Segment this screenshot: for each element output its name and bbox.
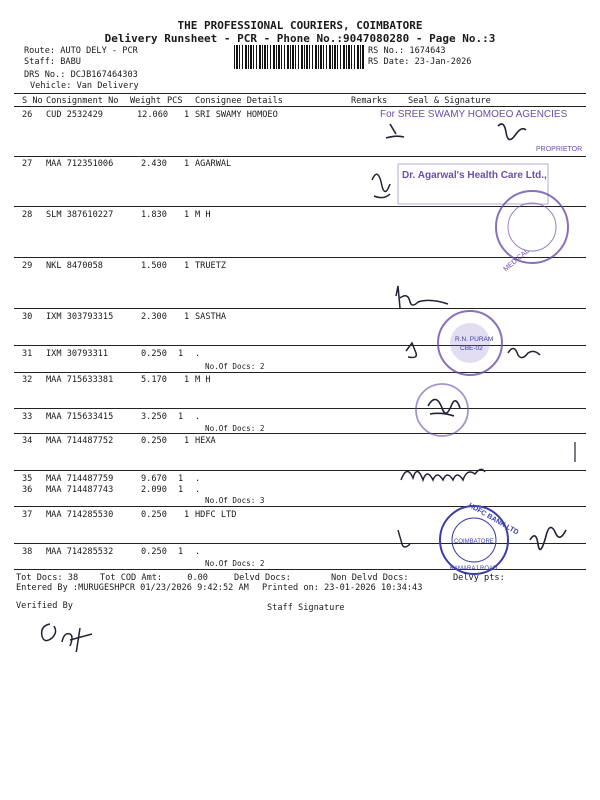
row-pcs: 1 <box>184 375 190 385</box>
row-pcs: 1 <box>184 110 190 120</box>
stamp-rn-puram <box>398 305 558 385</box>
row-consignee: . <box>195 547 201 557</box>
row-consignment: MAA 714285532 <box>46 547 114 557</box>
row-weight: 12.060 <box>137 110 169 120</box>
stamp-text: CBE-02 <box>460 345 483 352</box>
row-weight: 0.250 <box>141 510 167 520</box>
pen-signature <box>401 469 485 480</box>
pen-signature <box>42 624 92 652</box>
stamp-text: KAMARAJ ROAD <box>450 566 498 572</box>
verified-by-label: Verified By <box>16 601 73 611</box>
stamp-sree-swamy <box>378 104 588 162</box>
pen-signature <box>530 527 566 549</box>
col-remarks: Remarks <box>351 96 388 106</box>
row-consignment: MAA 714487752 <box>46 436 114 446</box>
entered-by: Entered By :MURUGESHPCR 01/23/2026 9:42:52 AM <box>16 583 249 593</box>
pen-signature <box>398 530 410 547</box>
row-consignee: TRUETZ <box>195 261 227 271</box>
drs-number: DRS No.: DCJB167464303 <box>24 70 138 80</box>
row-sno: 38 <box>22 547 33 557</box>
row-sno: 28 <box>22 210 33 220</box>
row-weight: 0.250 <box>141 547 167 557</box>
row-sno: 26 <box>22 110 33 120</box>
signature-hexa <box>395 440 585 500</box>
row-weight: 2.300 <box>141 312 167 322</box>
row-pcs: 1 <box>178 547 184 557</box>
row-consignee: AGARWAL <box>195 159 232 169</box>
row-consignee: SASTHA <box>195 312 227 322</box>
row-consignment: NKL 8470058 <box>46 261 103 271</box>
pen-signature <box>508 348 540 357</box>
row-weight: 2.090 <box>141 485 167 495</box>
col-weight: Weight <box>130 96 162 106</box>
row-pcs: 1 <box>178 349 184 359</box>
col-pcs: PCS <box>167 96 183 106</box>
row-pcs: 1 <box>184 261 190 271</box>
stamp-text: PROPRIETOR <box>536 146 583 153</box>
row-pcs: 1 <box>184 159 190 169</box>
runsheet-subtitle: Delivery Runsheet - PCR - Phone No.:9047080280 - Page No.:3 <box>104 32 496 45</box>
row-sno: 31 <box>22 349 33 359</box>
row-consignee: . <box>195 349 201 359</box>
row-weight: 0.250 <box>141 436 167 446</box>
row-weight: 1.500 <box>141 261 167 271</box>
pen-signature <box>498 124 526 140</box>
pen-signature <box>372 174 390 197</box>
row-pcs: 1 <box>178 474 184 484</box>
row-consignment: MAA 714487743 <box>46 485 114 495</box>
row-docs: No.Of Docs: 2 <box>205 424 265 433</box>
stamp-hdfc <box>390 500 590 582</box>
row-sno: 35 <box>22 474 33 484</box>
row-sno: 32 <box>22 375 33 385</box>
row-weight: 2.430 <box>141 159 167 169</box>
row-consignee: . <box>195 412 201 422</box>
tot-cod <box>100 573 208 583</box>
barcode <box>234 45 364 69</box>
row-consignment: IXM 303793315 <box>46 312 114 322</box>
row-consignment: MAA 715633415 <box>46 412 114 422</box>
stamp-text: MEDICAL <box>502 247 531 274</box>
row-pcs: 1 <box>178 412 184 422</box>
tot-cod-value: 0.00 <box>187 573 208 583</box>
rs-date: RS Date: 23-Jan-2026 <box>368 57 472 67</box>
col-consignee: Consignee Details <box>195 96 283 106</box>
stamp-text: For SREE SWAMY HOMOEO AGENCIES <box>380 109 568 120</box>
row-weight: 0.250 <box>141 349 167 359</box>
tot-docs-label: Tot Docs: <box>16 573 63 583</box>
header-rule-top <box>14 93 586 94</box>
stamp-text: R.N. PURAM <box>455 336 494 343</box>
staff-signature-label: Staff Signature <box>267 603 345 613</box>
rs-number: RS No.: 1674643 <box>368 46 446 56</box>
row-consignment: MAA 715633381 <box>46 375 114 385</box>
col-consignment: Consignment No <box>46 96 119 106</box>
pen-signature <box>428 399 460 416</box>
row-docs: No.Of Docs: 2 <box>205 362 265 371</box>
stamp-ring <box>496 191 568 263</box>
company-title: THE PROFESSIONAL COURIERS, COIMBATORE <box>177 19 423 32</box>
row-consignee: HEXA <box>195 436 216 446</box>
printed-on: Printed on: 23-01-2026 10:34:43 <box>262 583 423 593</box>
totals-line <box>16 573 78 583</box>
delvy-pts-label: Delvy pts: <box>453 573 505 583</box>
tot-cod-label: Tot COD Amt: <box>100 573 163 583</box>
row-weight: 5.170 <box>141 375 167 385</box>
row-consignment: MAA 712351006 <box>46 159 114 169</box>
non-delvd-docs-label: Non Delvd Docs: <box>331 573 409 583</box>
staff-label: Staff: BABU <box>24 57 81 67</box>
stamp-text: COIMBATORE <box>454 539 494 545</box>
row-docs: No.Of Docs: 2 <box>205 559 265 568</box>
row-consignee: . <box>195 485 201 495</box>
row-pcs: 1 <box>184 436 190 446</box>
row-consignment: CUD 2532429 <box>46 110 103 120</box>
tot-docs-value: 38 <box>67 573 79 583</box>
row-pcs: 1 <box>184 312 190 322</box>
row-weight: 1.830 <box>141 210 167 220</box>
row-weight: 9.670 <box>141 474 167 484</box>
row-consignment: MAA 714487759 <box>46 474 114 484</box>
pen-signature <box>406 343 416 358</box>
row-consignment: MAA 714285530 <box>46 510 114 520</box>
row-sno: 34 <box>22 436 33 446</box>
col-sno: S No <box>22 96 43 106</box>
row-sno: 30 <box>22 312 33 322</box>
row-consignee: M H <box>195 375 211 385</box>
stamp-center <box>450 323 490 363</box>
row-sno: 29 <box>22 261 33 271</box>
delvd-docs-label: Delvd Docs: <box>234 573 291 583</box>
row-consignee: SRI SWAMY HOMOEO <box>195 110 278 120</box>
stamp-text: Dr. Agarwal's Health Care Ltd., <box>402 170 547 181</box>
row-sno: 33 <box>22 412 33 422</box>
col-seal: Seal & Signature <box>408 96 491 106</box>
stamp-mh <box>398 380 508 440</box>
vehicle-label: Vehicle: Van Delivery <box>30 81 139 91</box>
row-consignment: SLM 387610227 <box>46 210 114 220</box>
row-weight: 3.250 <box>141 412 167 422</box>
row-docs: No.Of Docs: 3 <box>205 496 265 505</box>
stamp-text: HDFC BANK LTD <box>466 502 520 537</box>
row-consignee: HDFC LTD <box>195 510 237 520</box>
row-sno: 36 <box>22 485 33 495</box>
row-pcs: 1 <box>178 485 184 495</box>
row-pcs: 1 <box>184 210 190 220</box>
route-label: Route: AUTO DELY - PCR <box>24 46 138 56</box>
row-pcs: 1 <box>184 510 190 520</box>
row-sno: 27 <box>22 159 33 169</box>
stamp-medical <box>470 185 580 275</box>
row-consignee: . <box>195 474 201 484</box>
row-sno: 37 <box>22 510 33 520</box>
pen-signature <box>386 124 404 138</box>
row-consignee: M H <box>195 210 211 220</box>
row-consignment: IXM 30793311 <box>46 349 109 359</box>
stamp-ring <box>508 203 556 251</box>
verifier-signature <box>36 612 106 652</box>
